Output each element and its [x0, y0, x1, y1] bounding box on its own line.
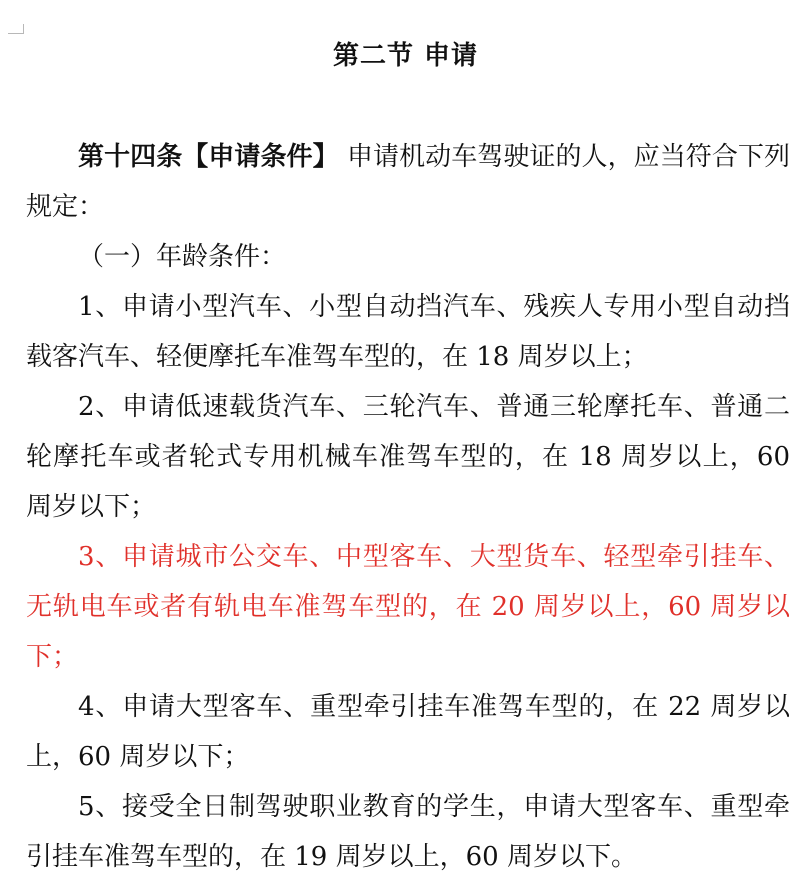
subsection-heading: （一）年龄条件： — [78, 242, 287, 272]
list-item: 5、接受全日制驾驶职业教育的学生，申请大型客车、重型牵引挂车准驾车型的，在 19 周岁以上，60 周岁以下。 — [26, 792, 790, 872]
article-heading: 第十四条【申请条件】 — [78, 142, 339, 172]
list-item: 4、申请大型客车、重型牵引挂车准驾车型的，在 22 周岁以上，60 周岁以下； — [26, 692, 790, 772]
list-item: 2、申请低速载货汽车、三轮汽车、普通三轮摩托车、普通二轮摩托车或者轮式专用机械车准驾车型的，在 18 周岁以上，60 周岁以下； — [26, 392, 790, 522]
list-item: 1、申请小型汽车、小型自动挡汽车、残疾人专用小型自动挡载客汽车、轻便摩托车准驾车型的，在 18 周岁以上； — [26, 292, 790, 372]
document-body — [26, 132, 790, 882]
section-title: 第二节 申请 — [332, 41, 479, 71]
article-intro: 申请机动车驾驶证的人，应当符合下列规定： — [26, 142, 790, 222]
article-paragraph — [26, 132, 790, 232]
list-item-highlighted: 3、申请城市公交车、中型客车、大型货车、轻型牵引挂车、无轨电车或者有轨电车准驾车型的，在 20 周岁以上，60 周岁以下； — [26, 542, 790, 672]
margin-corner-mark — [8, 24, 24, 34]
